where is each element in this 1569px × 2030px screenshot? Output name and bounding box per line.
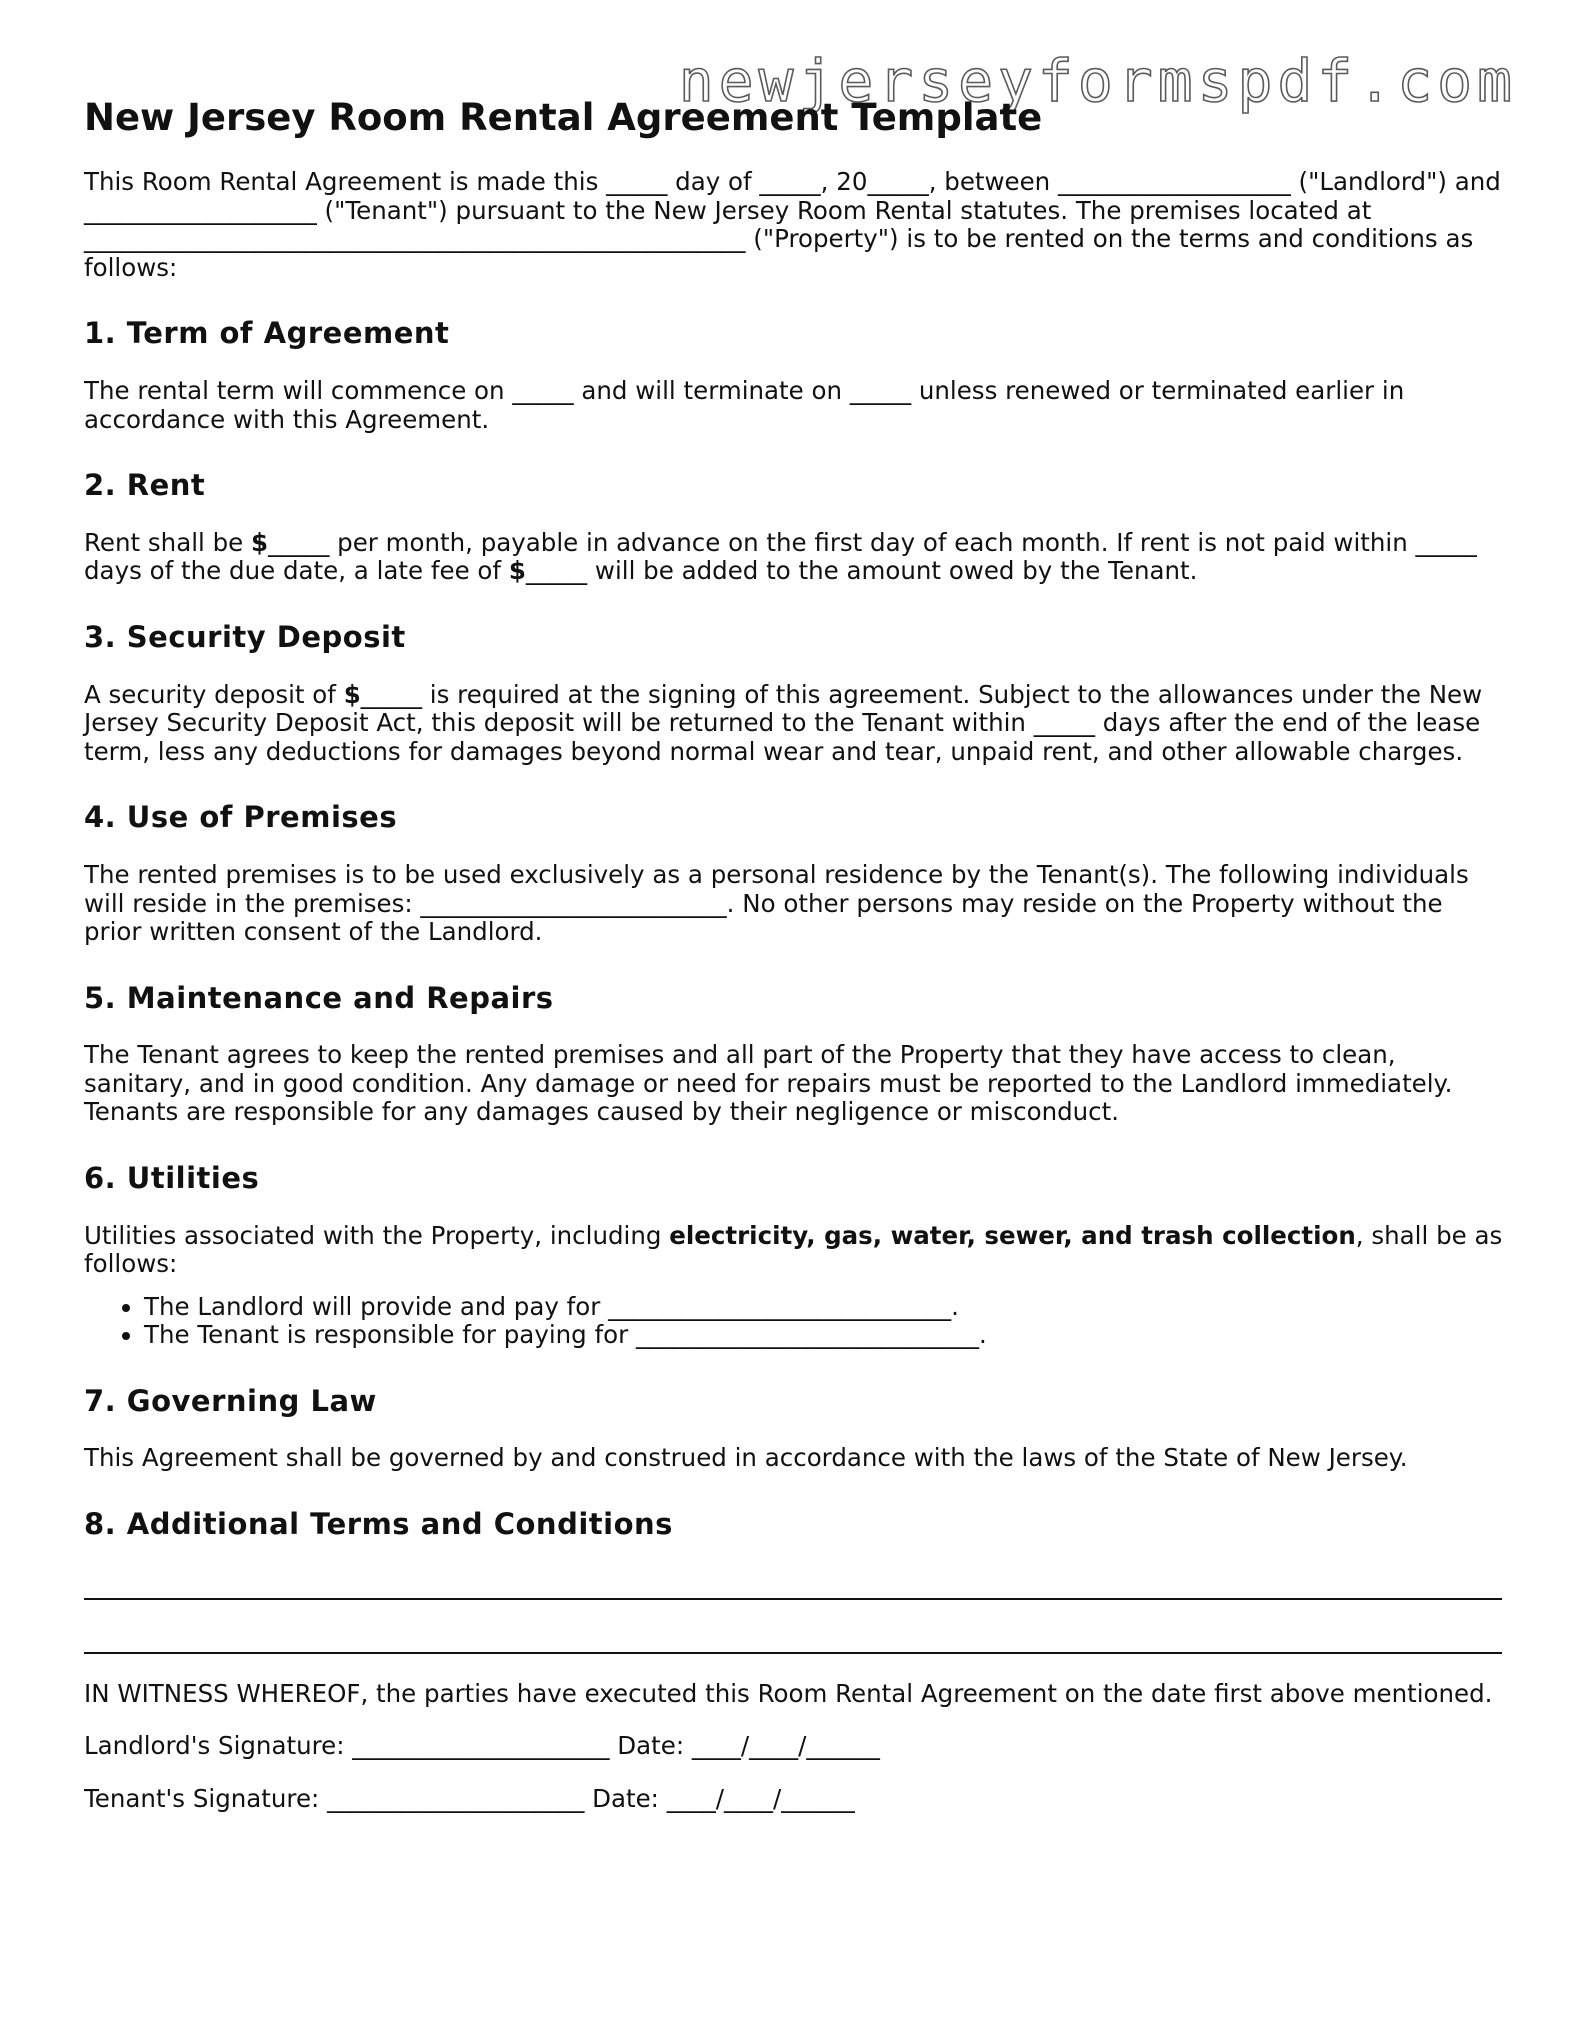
section-text-use: The rented premises is to be used exclusively as a personal residence by the Tenant(s). The following individuals will reside in the premises: _________________________. No other persons may reside on the Property without the prior written consent of the Landlord. bbox=[84, 860, 1469, 947]
additional-terms-line[interactable] bbox=[84, 1568, 1502, 1600]
page-title: New Jersey Room Rental Agreement Template bbox=[84, 96, 1043, 139]
landlord-signature-line: Landlord's Signature: _____________________ Date: ____/____/______ bbox=[84, 1731, 880, 1761]
section-heading-deposit: 3. Security Deposit bbox=[84, 619, 406, 654]
section-heading-rent: 2. Rent bbox=[84, 468, 206, 503]
additional-terms-line[interactable] bbox=[84, 1622, 1502, 1654]
bold-dollar: $ bbox=[251, 527, 269, 557]
text-segment: Rent shall be bbox=[84, 527, 252, 557]
section-heading-additional: 8. Additional Terms and Conditions bbox=[84, 1506, 673, 1541]
document bbox=[84, 96, 1504, 1813]
text-segment: _____ will be added to the amount owed by the Tenant. bbox=[525, 556, 1198, 586]
bold-utilities: electricity, gas, water, sewer, and trash collection bbox=[669, 1220, 1356, 1250]
text-segment: A security deposit of bbox=[84, 679, 344, 709]
text-segment: _____ per month, payable in advance on the first day of each month. If rent is not paid within _____ days of the due date, a late fee of bbox=[84, 527, 1477, 586]
section-heading-term: 1. Term of Agreement bbox=[84, 316, 450, 351]
section-text-utilities bbox=[84, 1222, 1504, 1279]
section-heading-use: 4. Use of Premises bbox=[84, 800, 398, 835]
section-heading-maintenance: 5. Maintenance and Repairs bbox=[84, 980, 554, 1015]
bold-dollar: $ bbox=[343, 679, 361, 709]
intro-paragraph: This Room Rental Agreement is made this _____ day of _____, 20_____, between ___________________ ("Landlord") and ___________________ ("Tenant") pursuant to the New Jersey Room Rental statutes. The premises located at ______________________________________________________ ("Property") is to be rented on the terms and conditions as follows: bbox=[84, 167, 1501, 282]
section-text-rent bbox=[84, 529, 1504, 586]
section-heading-utilities: 6. Utilities bbox=[84, 1160, 260, 1195]
text-segment: _____ is required at the signing of this agreement. Subject to the allowances under the New Jersey Security Deposit Act, this deposit will be returned to the Tenant within _____ days after the end of the lease term, less any deductions for damages beyond normal wear and tear, unpaid rent, and other allowable charges. bbox=[84, 679, 1483, 766]
text-segment: , shall be as follows: bbox=[84, 1220, 1503, 1279]
bold-dollar: $ bbox=[508, 556, 526, 586]
section-text-term: The rental term will commence on _____ and will terminate on _____ unless renewed or terminated earlier in accordance with this Agreement. bbox=[84, 376, 1405, 434]
section-heading-law: 7. Governing Law bbox=[84, 1383, 377, 1418]
section-text-deposit bbox=[84, 681, 1504, 767]
section-text-law: This Agreement shall be governed by and construed in accordance with the laws of the State of New Jersey. bbox=[84, 1443, 1408, 1473]
witness-statement: IN WITNESS WHEREOF, the parties have executed this Room Rental Agreement on the date first above mentioned. bbox=[84, 1678, 1493, 1708]
utilities-list bbox=[84, 1293, 1504, 1350]
tenant-signature-line: Tenant's Signature: _____________________ Date: ____/____/______ bbox=[84, 1783, 855, 1813]
watermark: newjerseyformspdf.com bbox=[678, 47, 1517, 115]
list-item: • The Landlord will provide and pay for ____________________________. bbox=[144, 1293, 1504, 1322]
text-segment: Utilities associated with the Property, including bbox=[84, 1220, 670, 1250]
list-item: • The Tenant is responsible for paying for ____________________________. bbox=[144, 1321, 1504, 1350]
section-text-maintenance: The Tenant agrees to keep the rented premises and all part of the Property that they have access to clean, sanitary, and in good condition. Any damage or need for repairs must be reported to the Landlord immediately. Tenants are responsible for any damages caused by their negligence or misconduct. bbox=[84, 1040, 1453, 1127]
